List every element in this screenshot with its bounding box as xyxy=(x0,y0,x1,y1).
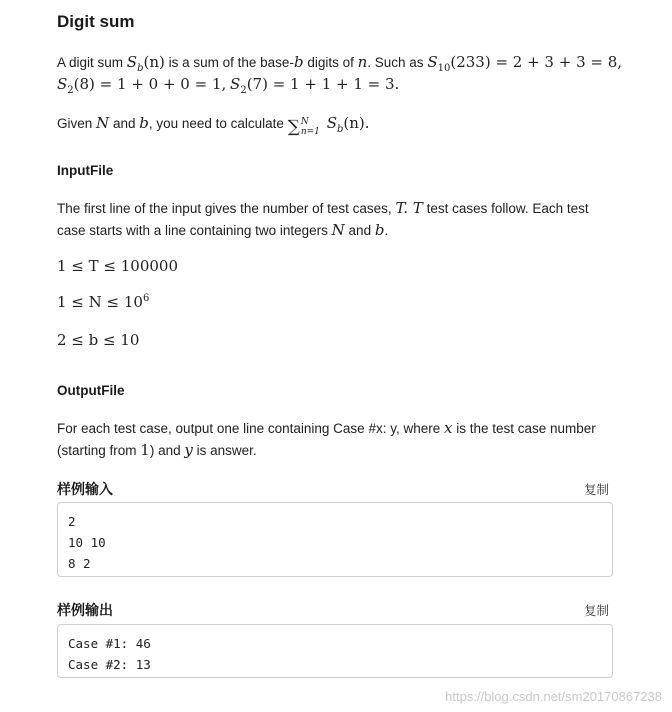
sample-output-box[interactable] xyxy=(57,624,613,678)
output-desc-line-2: (starting from 1) and y is answer. xyxy=(57,441,257,459)
copy-input-button[interactable]: 复制 xyxy=(583,483,609,497)
input-desc-line-2: case starts with a line containing two integers N and b. xyxy=(57,221,389,239)
sample-output-label: 样例输出 xyxy=(57,602,113,618)
watermark: https://blog.csdn.net/sm20170867238 xyxy=(445,689,662,704)
statement-line-1: A digit sum $S_b(n)$ is a sum of the base-b digits of n. Such as $S_{10}(233) = 2 + 3 + 3 = 8$, xyxy=(57,53,623,74)
sample-input-label: 样例输入 xyxy=(57,481,113,497)
constraint-n: $1 \le N \le 10^6$ xyxy=(57,293,150,311)
sample-input-line: 8 2 xyxy=(68,556,91,571)
sample-output-line: Case #2: 13 xyxy=(68,657,151,672)
constraint-b: 2 ≤ b ≤ 10 xyxy=(57,331,140,349)
output-heading: OutputFile xyxy=(57,383,125,398)
input-desc-line-1: The first line of the input gives the number of test cases, T. T test cases follow. Each test xyxy=(57,199,589,217)
output-desc-line-1: For each test case, output one line containing Case #x: y, where x is the test case number xyxy=(57,419,596,437)
sample-input-line: 10 10 xyxy=(68,535,106,550)
sample-input-box[interactable] xyxy=(57,502,613,577)
constraint-t: 1 ≤ T ≤ 100000 xyxy=(57,257,179,275)
input-heading: InputFile xyxy=(57,163,114,178)
statement-line-2: $S_2(8) = 1 + 0 + 0 = 1$, $S_2(7) = 1 + 1 + 1 = 3$. xyxy=(57,75,400,96)
sample-output-line: Case #1: 46 xyxy=(68,636,151,651)
summation-symbol: ∑ N n=1 xyxy=(287,117,320,137)
problem-title: Digit sum xyxy=(57,12,135,31)
copy-output-button[interactable]: 复制 xyxy=(583,604,609,618)
sample-input-line: 2 xyxy=(68,514,76,529)
given-line: Given N and b, you need to calculate ∑ N n=1 $S_b(n)$. xyxy=(57,114,370,137)
